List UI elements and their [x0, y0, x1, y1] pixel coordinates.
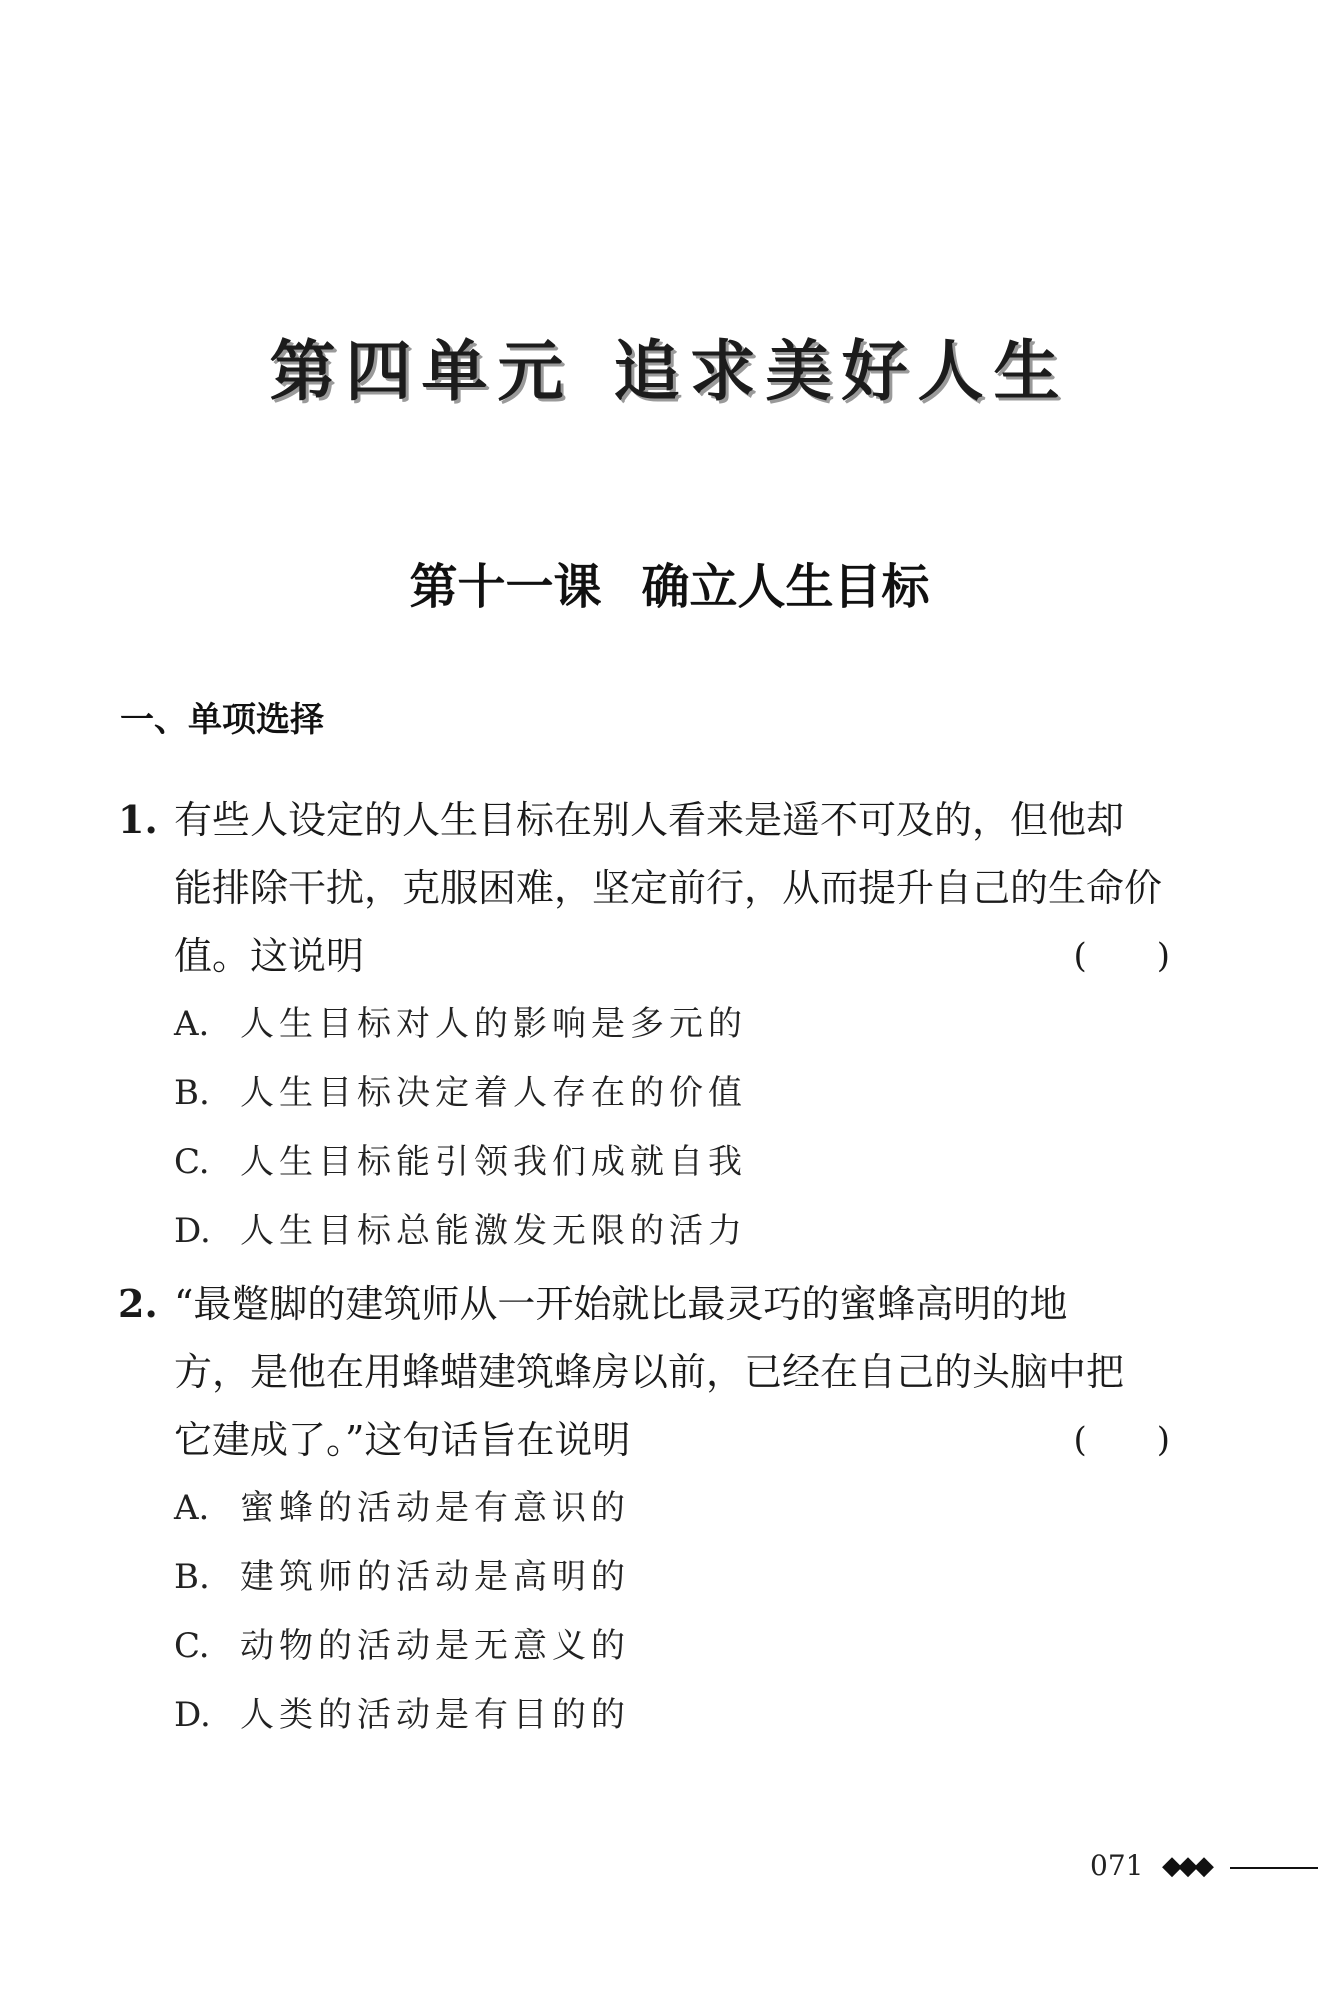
option-letter: B.	[174, 1073, 210, 1113]
option-letter: C.	[174, 1626, 210, 1666]
option-b	[118, 1059, 1174, 1128]
question-line	[118, 786, 1174, 854]
question-text: 方，是他在用蜂蜡建筑蜂房以前，已经在自己的头脑中把	[174, 1350, 1125, 1394]
option-a	[118, 990, 1174, 1059]
lesson-title-number: 第十一课	[409, 559, 602, 615]
option-text: 人生目标能引领我们成就自我	[240, 1142, 747, 1182]
option-text: 建筑师的活动是高明的	[240, 1557, 630, 1597]
option-text: 动物的活动是无意义的	[240, 1626, 630, 1666]
option-c	[118, 1128, 1174, 1197]
question-text: 有些人设定的人生目标在别人看来是遥不可及的，但他却	[174, 798, 1125, 842]
question-number: 1.	[118, 797, 158, 842]
option-d	[118, 1197, 1174, 1266]
option-text: 人生目标总能激发无限的活力	[240, 1211, 747, 1251]
option-d	[118, 1681, 1174, 1750]
unit-title-name: 追求美好人生	[613, 332, 1070, 410]
option-text: 人生目标决定着人存在的价值	[240, 1073, 747, 1113]
question-text: 它建成了。”这句话旨在说明	[174, 1418, 631, 1462]
option-letter: D.	[174, 1211, 211, 1251]
diamond-ornament-icon: ◆◆◆	[1162, 1851, 1210, 1881]
answer-bracket: ( )	[1073, 1420, 1170, 1460]
answer-bracket: ( )	[1073, 936, 1170, 976]
option-c	[118, 1612, 1174, 1681]
option-letter: A.	[174, 1488, 210, 1528]
question-line	[118, 1338, 1174, 1406]
page-number: 071	[1090, 1849, 1144, 1882]
option-letter: B.	[174, 1557, 210, 1597]
lesson-title-name: 确立人生目标	[641, 559, 930, 615]
question-text: “最蹩脚的建筑师从一开始就比最灵巧的蜜蜂高明的地	[174, 1282, 1068, 1326]
question-line	[118, 1270, 1174, 1338]
option-text: 人类的活动是有目的的	[240, 1695, 630, 1735]
page-footer	[1090, 1846, 1320, 1886]
question-1	[118, 786, 1174, 1266]
question-line	[118, 1406, 1174, 1474]
unit-title	[0, 318, 1339, 413]
question-text: 值。这说明	[174, 934, 365, 978]
option-letter: D.	[174, 1695, 211, 1735]
option-b	[118, 1543, 1174, 1612]
section-heading: 一、单项选择	[120, 700, 324, 740]
question-2	[118, 1270, 1174, 1750]
lesson-title	[0, 548, 1339, 617]
option-letter: C.	[174, 1142, 210, 1182]
question-text: 能排除干扰，克服困难，坚定前行，从而提升自己的生命价	[174, 866, 1163, 910]
option-a	[118, 1474, 1174, 1543]
option-letter: A.	[174, 1004, 210, 1044]
question-line	[118, 854, 1174, 922]
option-text: 蜜蜂的活动是有意识的	[240, 1488, 630, 1528]
question-line	[118, 922, 1174, 990]
unit-title-number: 第四单元	[269, 332, 574, 410]
question-number: 2.	[118, 1281, 158, 1326]
option-text: 人生目标对人的影响是多元的	[240, 1004, 747, 1044]
footer-rule	[1230, 1867, 1318, 1869]
